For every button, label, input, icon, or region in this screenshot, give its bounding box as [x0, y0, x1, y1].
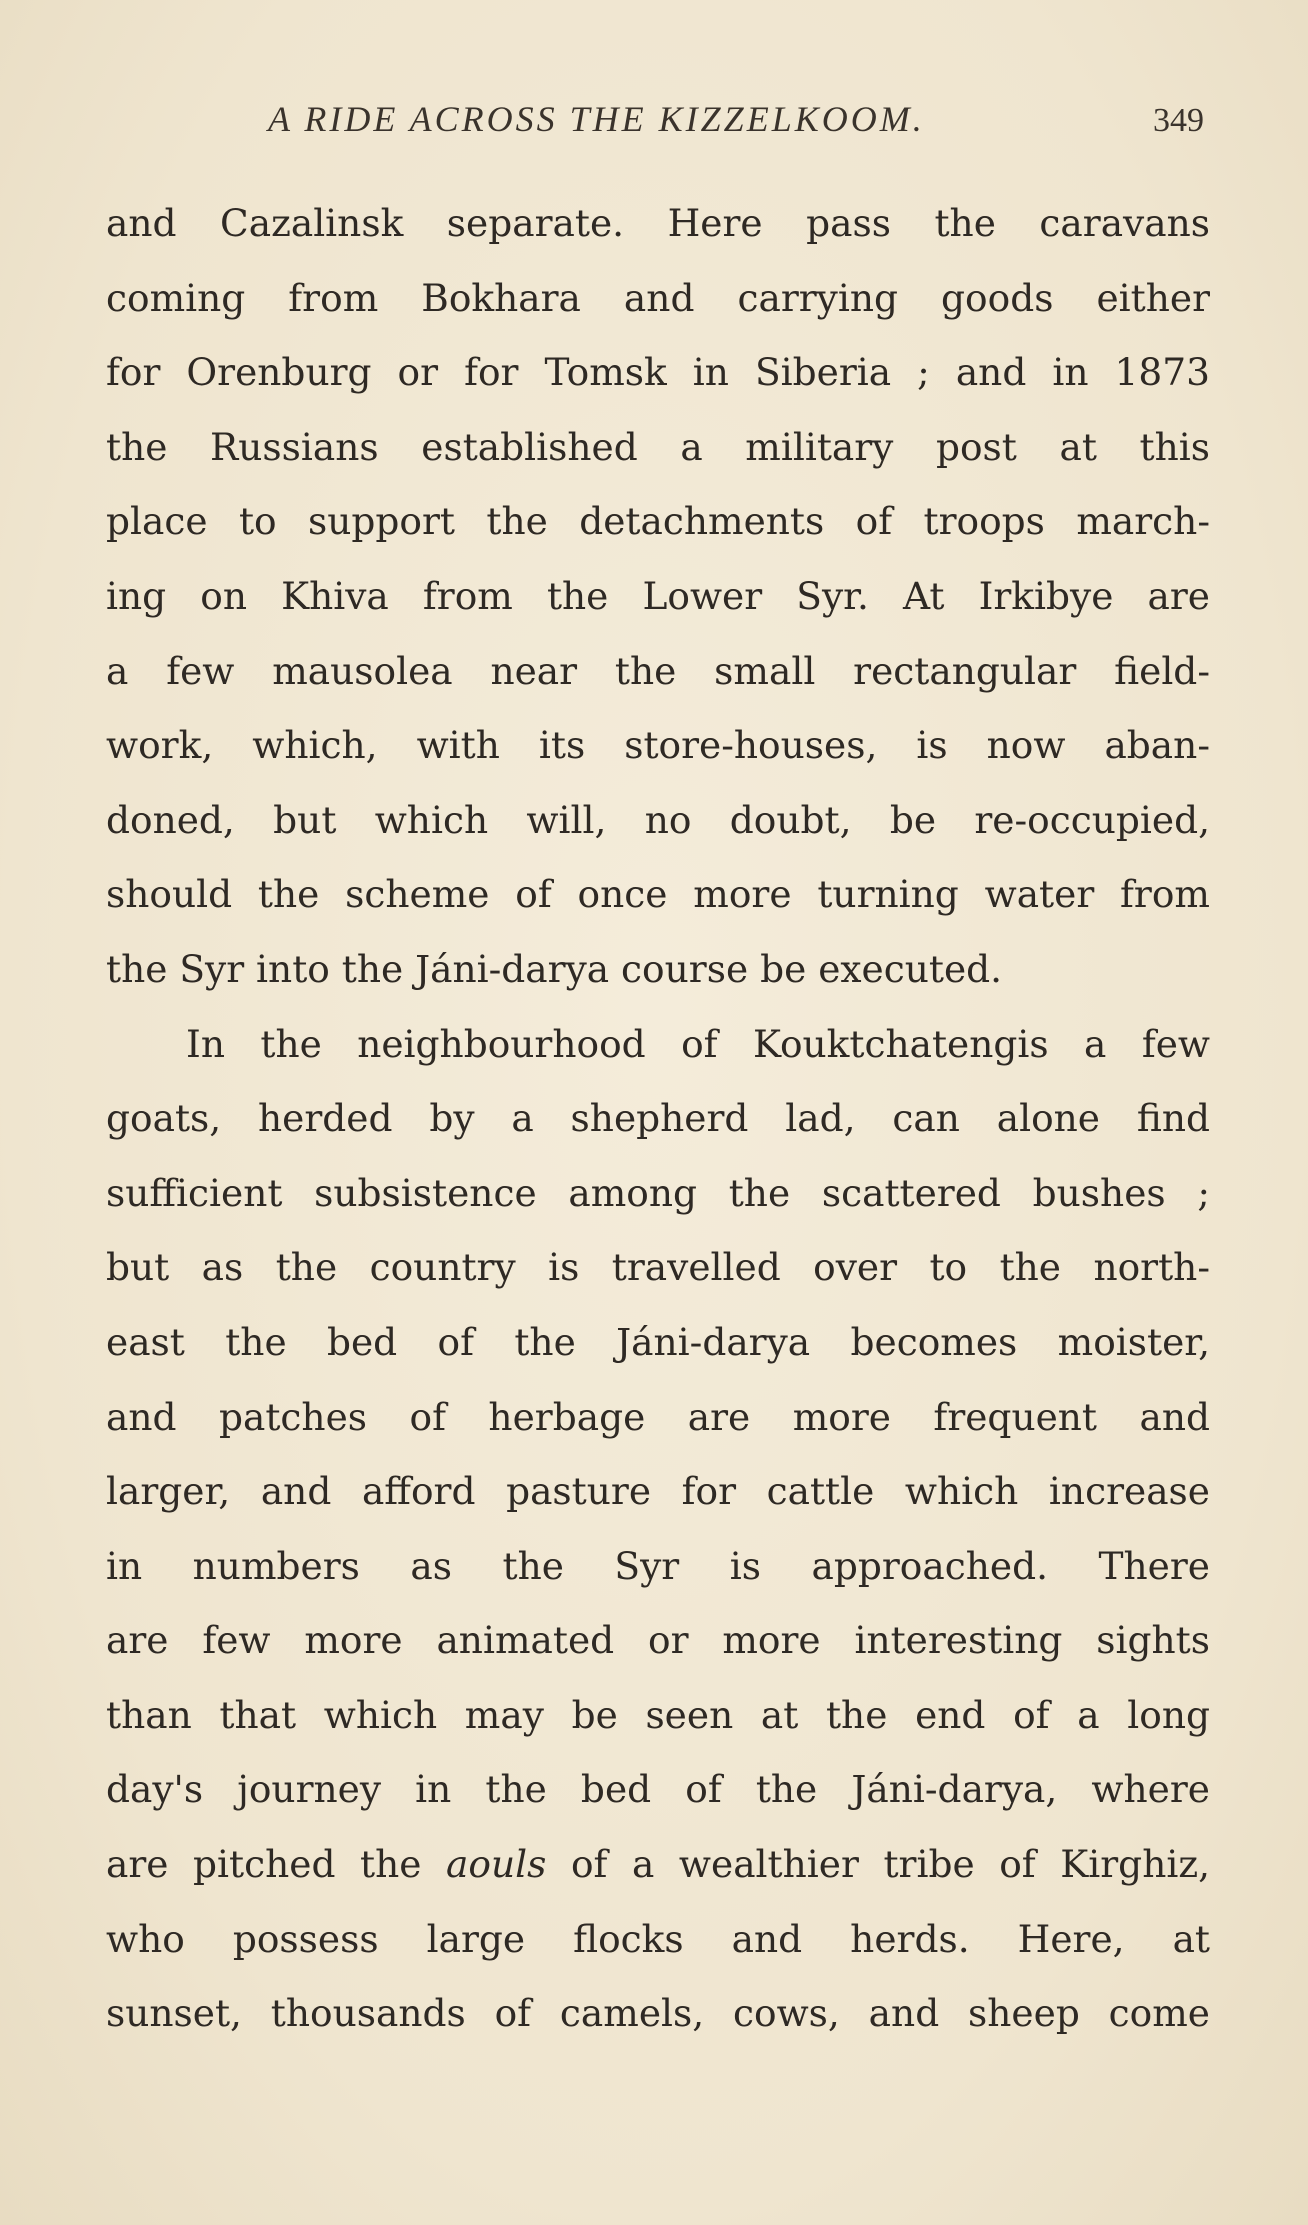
text-line: in numbers as the Syr is approached. There: [106, 1543, 1210, 1588]
text-line: goats, herded by a shepherd lad, can alone find: [106, 1096, 1210, 1141]
running-head: [0, 98, 1308, 138]
text-line: the Syr into the Jáni-darya course be executed.: [106, 946, 1003, 991]
text-line: are few more animated or more interesting sights: [106, 1618, 1210, 1663]
text-line: In the neighbourhood of Kouktchatengis a few: [186, 1021, 1210, 1066]
text-segment: of a wealthier tribe of Kirghiz,: [570, 1842, 1210, 1887]
text-line: for Orenburg or for Tomsk in Siberia ; and in 1873: [106, 350, 1210, 395]
body-text: [106, 186, 1210, 2051]
text-line: should the scheme of once more turning water from: [106, 872, 1210, 917]
text-line: the Russians established a military post at this: [106, 424, 1210, 469]
text-line: work, which, with its store-houses, is now aban-: [106, 723, 1210, 768]
text-line: ing on Khiva from the Lower Syr. At Irkibye are: [106, 573, 1210, 618]
text-line: day's journey in the bed of the Jáni-darya, where: [106, 1767, 1210, 1812]
text-line: larger, and afford pasture for cattle which increase: [106, 1469, 1210, 1514]
page-number: 349: [1153, 102, 1204, 139]
text-line: place to support the detachments of troops march-: [106, 499, 1210, 544]
text-segment: are pitched the: [106, 1842, 422, 1887]
text-line: than that which may be seen at the end of a long: [106, 1692, 1210, 1737]
running-title: A RIDE ACROSS THE KIZZELKOOM.: [268, 99, 925, 139]
text-line: but as the country is travelled over to the north-: [106, 1245, 1210, 1290]
text-line: east the bed of the Jáni-darya becomes moister,: [106, 1319, 1210, 1364]
text-line: sufficient subsistence among the scattered bushes ;: [106, 1170, 1210, 1215]
text-line: who possess large flocks and herds. Here, at: [106, 1916, 1210, 1961]
text-line: a few mausolea near the small rectangular field-: [106, 648, 1210, 693]
text-line: and Cazalinsk separate. Here pass the caravans: [106, 201, 1210, 245]
text-line: [106, 1827, 1210, 1902]
text-line: sunset, thousands of camels, cows, and sheep come: [106, 1991, 1210, 2036]
italic-word: aouls: [446, 1842, 547, 1887]
text-line: coming from Bokhara and carrying goods either: [106, 275, 1210, 320]
text-line: and patches of herbage are more frequent and: [106, 1394, 1210, 1439]
text-line: doned, but which will, no doubt, be re-occupied,: [106, 797, 1210, 842]
